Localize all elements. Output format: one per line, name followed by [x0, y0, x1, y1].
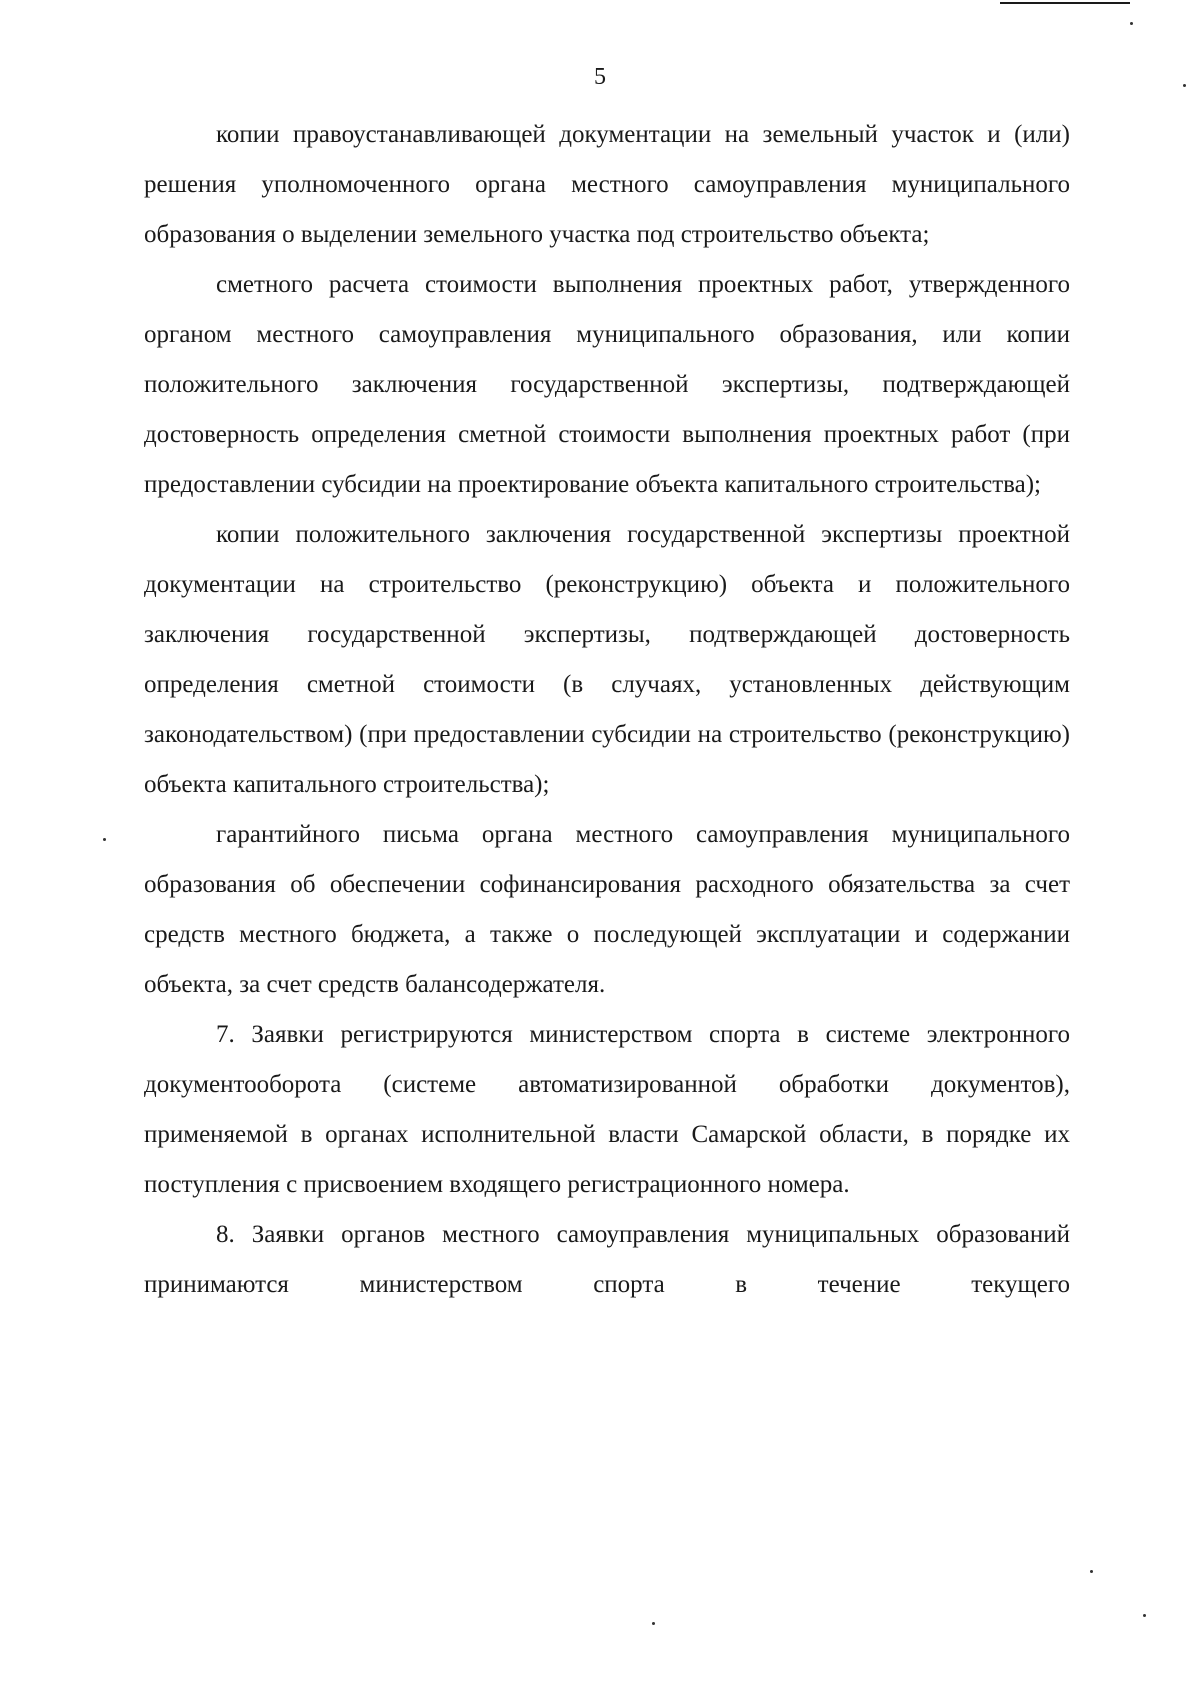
paragraph-cost-estimate: сметного расчета стоимости выполнения проектных работ, утвержденного органом местного самоуправления муниципального образования, или копии положительного заключения государственной экспертизы, подтверждающей достоверность определения сметной стоимости выполнения проектных работ (при предоставлении субсидии на проектирование объекта капитального строительства);	[144, 271, 1070, 498]
paragraph-guarantee-letter: гарантийного письма органа местного самоуправления муниципального образования об обеспечении софинансирования расходного обязательства за счет средств местного бюджета, а также о последующей эксплуатации и содержании объекта, за счет средств балансодержателя.	[144, 821, 1070, 998]
scan-speck	[1143, 1614, 1146, 1617]
paragraph-item-7: 7. Заявки регистрируются министерством спорта в системе электронного документооборота (системе автоматизированной обработки документов), применяемой в органах исполнительной власти Самарской области, в порядке их поступления с присвоением входящего регистрационного номера.	[144, 1021, 1070, 1198]
top-edge-line	[1000, 2, 1130, 4]
document-body	[144, 110, 1070, 1310]
page-number: 5	[594, 64, 606, 90]
paragraph-item-8: 8. Заявки органов местного самоуправления муниципальных образований принимаются министерством спорта в течение текущего	[144, 1221, 1070, 1298]
scan-speck	[652, 1622, 655, 1625]
scan-speck	[1130, 22, 1133, 25]
scan-speck	[1090, 1570, 1093, 1573]
paragraph-state-expertise: копии положительного заключения государственной экспертизы проектной документации на строительство (реконструкцию) объекта и положительного заключения государственной экспертизы, подтверждающей достоверность определения сметной стоимости (в случаях, установленных действующим законодательством) (при предоставлении субсидии на строительство (реконструкцию) объекта капитального строительства);	[144, 521, 1070, 798]
scan-speck	[103, 838, 106, 841]
paragraph-land-documents: копии правоустанавливающей документации на земельный участок и (или) решения уполномоченного органа местного самоуправления муниципального образования о выделении земельного участка под строительство объекта;	[144, 121, 1070, 248]
